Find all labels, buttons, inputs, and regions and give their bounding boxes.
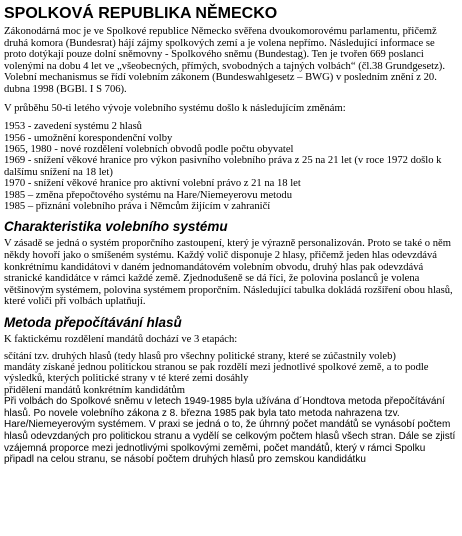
method-step: sčítání tzv. druhých hlasů (tedy hlasů pro všechny politické strany, které se zúčastnily voleb) (4, 350, 396, 362)
history-list (4, 121, 458, 212)
intro-paragraph: Zákonodárná moc je ve Spolkové republice Německo svěřena dvoukomorovému parlamentu, přičemž druhá komora (Bundesrat) hájí zájmy spolkových zemí a je volena nepřímo. Následující informace se proto dotýkají pouze dolní sněmovny - Spolkového sněmu (Bundestag). Ten je tvořen 669 poslanci volenými na dobu 4 let ve „všeobecných, přímých, svobodných a tajných volbách“ (čl.38 Grundgesetz). Volební mechanismus se řídí volebním zákonem (Bundeswahlgesetz – BWG) v posledním znění z 20. dubna 1998 (BGBl. I S 706). (4, 26, 445, 95)
history-item: 1985 – přiznání volebního práva i Němcům žijícím v zahraničí (4, 201, 271, 212)
section-heading-method: Metoda přepočítávání hlasů (4, 314, 182, 330)
history-intro: V průběhu 50-ti letého vývoje volebního systému došlo k následujícím změnám: (4, 102, 346, 114)
history-item: 1969 - snížení věkové hranice pro výkon pasivního volebního práva z 25 na 21 let (v roce 1972 došlo k dalšímu snížení na 18 let) (4, 155, 442, 178)
method-step: přidělení mandátů konkrétním kandidátům (4, 384, 185, 396)
spacer (4, 114, 458, 121)
method-step: mandáty získané jednou politickou stranou se pak rozdělí mezi jednotlivé spolkové země, a to podle výsledků, kterých politické strany v té které zemi dosáhly (4, 361, 429, 385)
history-item: 1970 - snížení věkové hranice pro aktivní volební právo z 21 na 18 let (4, 178, 301, 190)
method-steps-list (4, 351, 458, 397)
method-intro: K faktickému rozdělení mandátů dochází ve 3 etapách: (4, 333, 238, 345)
history-item: 1953 - zavedení systému 2 hlasů (4, 121, 142, 133)
method-paragraph: Při volbách do Spolkové sněmu v letech 1949-1985 byla užívána d´Hondtova metoda přepočítávání hlasů. Po novele volebního zákona z 8. března 1985 pak byla tato metoda nahrazena tzv. Hare/Niemeyerovým systémem. V praxi se jedná o to, že úhrnný počet mandátů se vynásobí počtem hlasů odevzdaných pro politickou stranu a vydělí se celkovým počtem hlasů všech stran. Dále se zjistí vzájemná proporce mezi jednotlivými spolkovými zeměmi, počet mandátů, který v rámci Spolku připadl na celou stranu, se násobí počtem druhých hlasů pro zemskou kandidátku (4, 396, 456, 466)
history-item: 1965, 1980 - nové rozdělení volebních obvodů podle počtu obyvatel (4, 143, 294, 155)
history-item: 1985 – změna přepočtového systému na Hare/Niemeyerovu metodu (4, 189, 293, 201)
section-heading-characteristics: Charakteristika volebního systému (4, 219, 228, 235)
characteristics-paragraph: V zásadě se jedná o systém proporčního zastoupení, který je výrazně personalizován. Proto se také o něm někdy hovoří jako o smíšeném systému. Každý volič disponuje 2 hlasy, přičemž jeden hlas odevzdává konkrétnímu kandidátovi v daném jednomandátovém volebním obvodu, druhý hlas pak odevzdává stranické kandidátce v rámci každé země. Zjednodušeně se dá říci, že polovina poslanců je volena většinovým systémem, polovina systémem proporčním. Následující tabulka dokládá rozšíření obou hlasů, které voliči při volbách uplatňují. (4, 238, 453, 308)
history-item: 1956 - umožnění korespondenční volby (4, 132, 173, 144)
document-title: SPOLKOVÁ REPUBLIKA NĚMECKO (4, 5, 278, 22)
spacer (4, 96, 458, 103)
